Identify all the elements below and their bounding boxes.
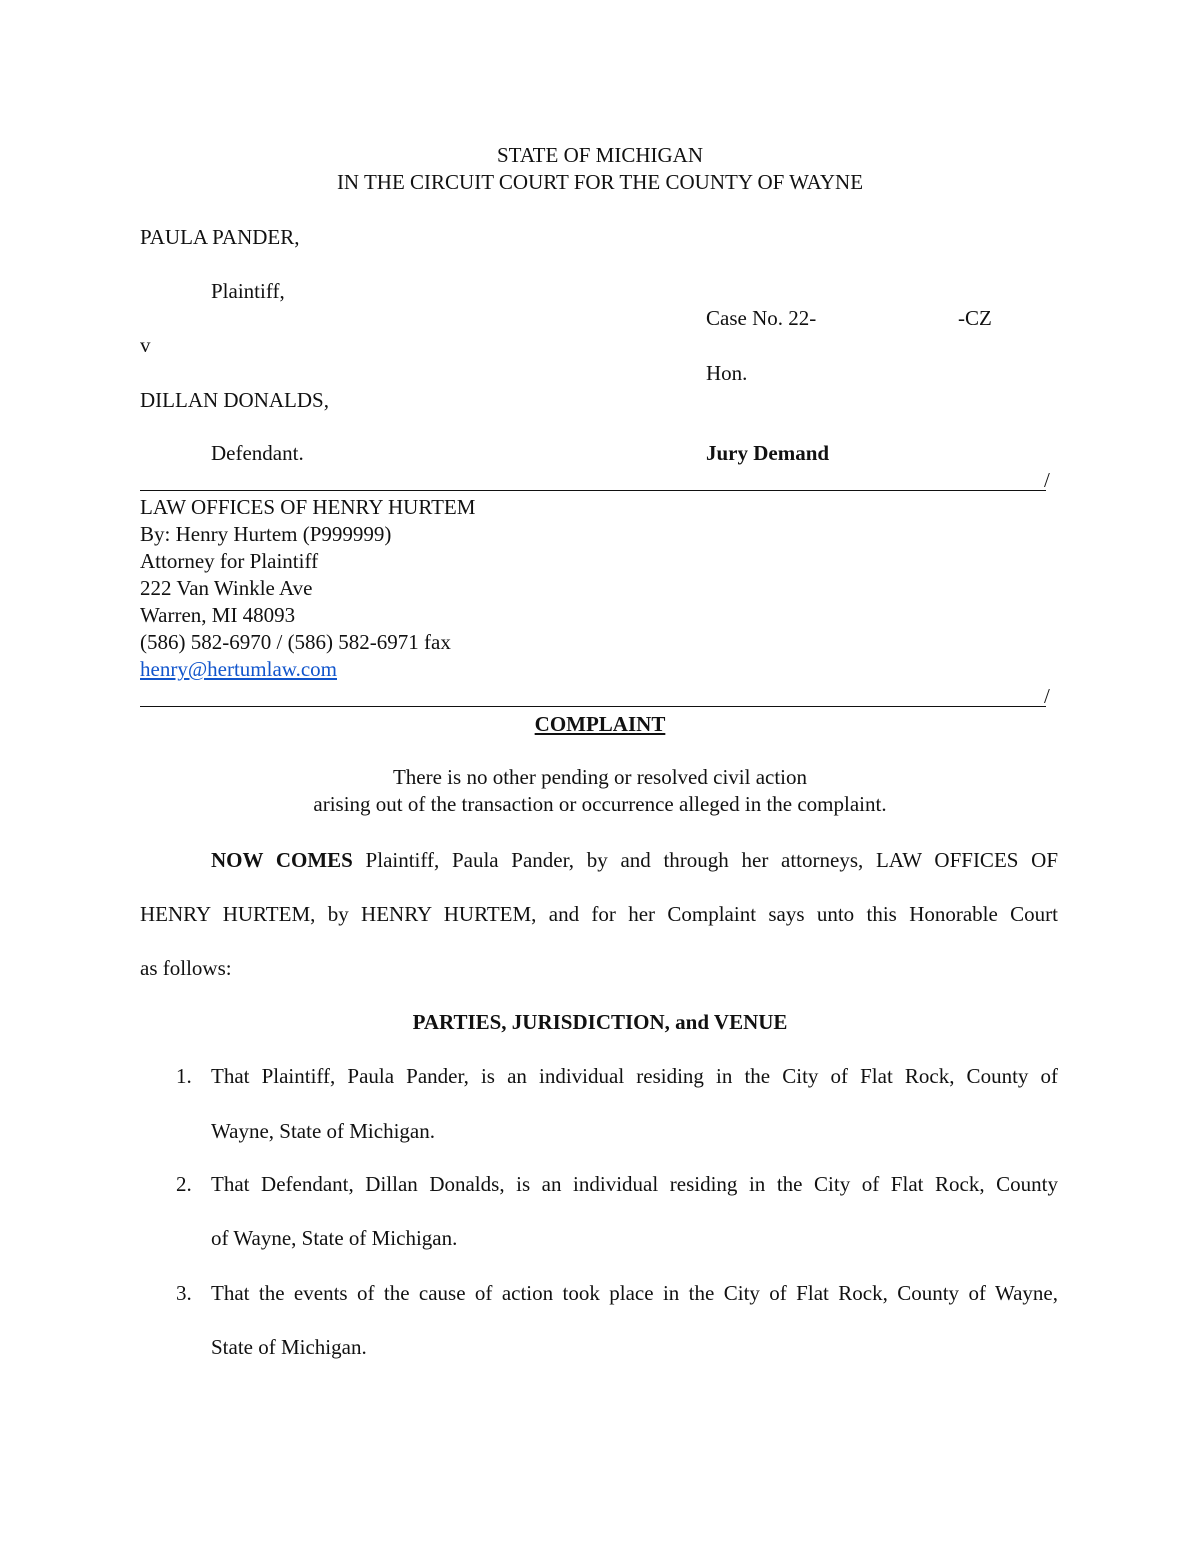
attorney-divider-rule (140, 706, 1046, 707)
paragraph-2-line-1: That Defendant, Dillan Donalds, is an individual residing in the City of Flat Rock, County (211, 1172, 1058, 1196)
court-name-heading: IN THE CIRCUIT COURT FOR THE COUNTY OF WAYNE (336, 170, 864, 194)
attorney-firm: LAW OFFICES OF HENRY HURTEM (140, 495, 476, 519)
plaintiff-role: Plaintiff, (211, 279, 285, 303)
jury-demand: Jury Demand (706, 441, 830, 465)
paragraph-1-line-2: Wayne, State of Michigan. (211, 1119, 435, 1143)
caption-divider-rule (140, 490, 1046, 491)
caption-divider-slash: / (1044, 468, 1050, 492)
paragraph-1-line-1: That Plaintiff, Paula Pander, is an individual residing in the City of Flat Rock, County of (211, 1064, 1058, 1088)
versus-label: v (140, 333, 151, 357)
intro-line-1 (211, 850, 1058, 871)
defendant-role: Defendant. (211, 441, 304, 465)
intro-line-3: as follows: (140, 956, 232, 980)
attorney-by-line: By: Henry Hurtem (P999999) (140, 522, 392, 546)
court-state-heading: STATE OF MICHIGAN (497, 143, 703, 167)
paragraph-1-number: 1. (176, 1064, 192, 1088)
section-heading: PARTIES, JURISDICTION, and VENUE (412, 1010, 788, 1034)
attorney-phone: (586) 582-6970 / (586) 582-6971 fax (140, 630, 451, 654)
attorney-street: 222 Van Winkle Ave (140, 576, 313, 600)
attorney-divider-slash: / (1044, 684, 1050, 708)
attorney-city: Warren, MI 48093 (140, 603, 296, 627)
intro-lead: NOW COMES (211, 848, 353, 872)
paragraph-2-number: 2. (176, 1172, 192, 1196)
paragraph-2-line-2: of Wayne, State of Michigan. (211, 1226, 458, 1250)
attorney-email-link[interactable]: henry@hertumlaw.com (140, 657, 337, 681)
no-other-action-line-2: arising out of the transaction or occurrence alleged in the complaint. (313, 792, 887, 816)
intro-line-1-text: Plaintiff, Paula Pander, by and through her attorneys, LAW OFFICES OF (352, 848, 1058, 872)
paragraph-3-line-1: That the events of the cause of action took place in the City of Flat Rock, County of Wayne, (211, 1281, 1058, 1305)
judge-label: Hon. (706, 361, 748, 385)
case-number-prefix: Case No. 22- (706, 306, 817, 330)
no-other-action-line-1: There is no other pending or resolved civil action (392, 765, 808, 789)
plaintiff-name: PAULA PANDER, (140, 225, 300, 249)
intro-line-2: HENRY HURTEM, by HENRY HURTEM, and for her Complaint says unto this Honorable Court (140, 902, 1058, 926)
document-title: COMPLAINT (534, 712, 666, 736)
case-number-suffix: -CZ (958, 306, 992, 330)
defendant-name: DILLAN DONALDS, (140, 388, 329, 412)
paragraph-3-number: 3. (176, 1281, 192, 1305)
paragraph-3-line-2: State of Michigan. (211, 1335, 367, 1359)
attorney-role: Attorney for Plaintiff (140, 549, 319, 573)
